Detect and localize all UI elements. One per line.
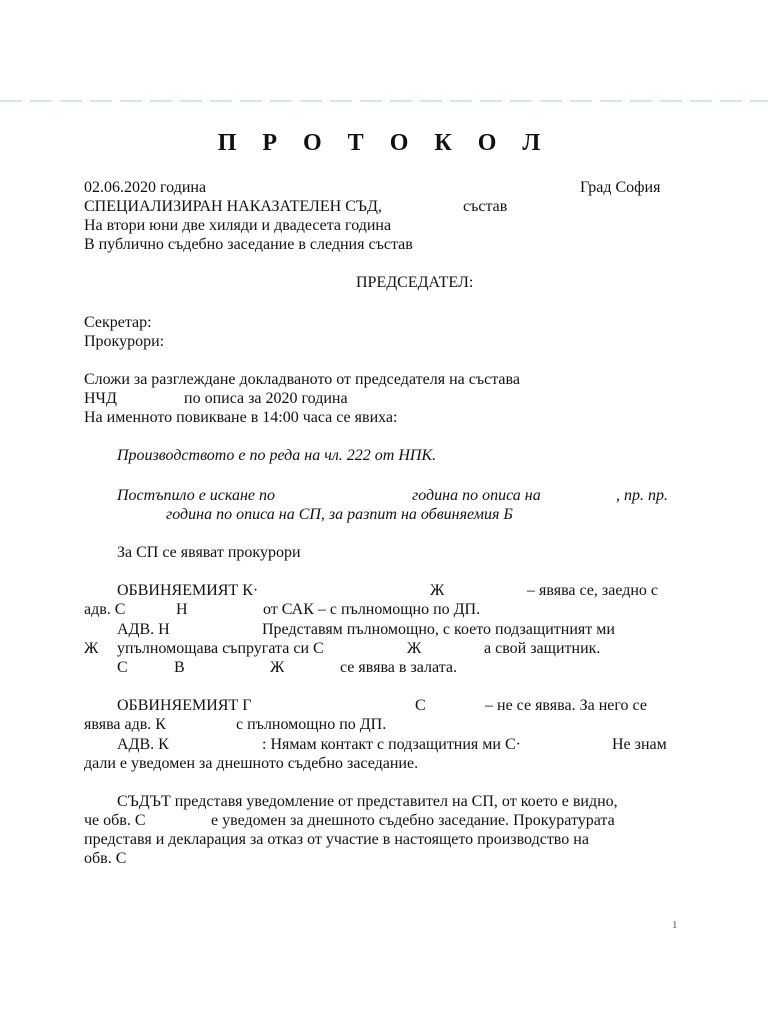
sp-line: За СП се явяват прокурори <box>117 544 301 561</box>
wife-line-c: Ж <box>270 659 285 676</box>
court-paragraph-line2-a: че обв. С <box>84 812 146 829</box>
accused1-tail: – явява се, заедно с <box>527 582 659 599</box>
case-inventory: по описа за 2020 година <box>184 390 348 407</box>
adv-n-label: АДВ. Н <box>117 621 170 638</box>
accused1-line2-a: адв. С <box>84 601 126 618</box>
court-paragraph-line4: обв. С <box>84 850 127 867</box>
court-suffix: състав <box>463 198 508 215</box>
adv-k-text-b: Не знам <box>612 736 667 753</box>
adv-n-line2-c: Ж <box>407 640 422 657</box>
adv-k-label: АДВ. К <box>117 736 169 753</box>
session-line: В публично съдебно заседание в следния състав <box>84 236 413 253</box>
page-number: 1 <box>672 919 678 931</box>
adv-n-line2-b: упълномощава съпругата си С <box>117 640 324 657</box>
procedure-line: Производството е по реда на чл. 222 от НПК. <box>117 447 437 464</box>
case-intro: Сложи за разглеждане докладваното от председателя на състава <box>84 371 520 388</box>
date-words: На втори юни две хиляди и двадесета година <box>84 217 392 234</box>
accused1-line2-c: от САК – с пълномощно по ДП. <box>263 601 481 618</box>
scan-artifact-line <box>0 100 768 102</box>
court-name: СПЕЦИАЛИЗИРАН НАКАЗАТЕЛЕН СЪД, <box>84 198 382 215</box>
court-paragraph-line1: СЪДЪТ представя уведомление от представител на СП, от което е видно, <box>117 793 618 810</box>
accused2-s: С <box>415 697 426 714</box>
case-ncd: НЧД <box>84 390 117 407</box>
wife-line-b: В <box>174 659 185 676</box>
adv-n-line2-a: Ж <box>84 640 99 657</box>
adv-n-text: Представям пълномощно, с което подзащитният ми <box>262 621 615 638</box>
adv-k-text-a: : Нямам контакт с подзащитния ми С· <box>262 736 521 753</box>
court-paragraph-line3: представя и декларация за отказ от участие в настоящето производство на <box>84 831 589 848</box>
court-paragraph-line2-b: е уведомен за днешното съдебно заседание. Прокуратурата <box>211 812 615 829</box>
accused2-tail: – не се явява. За него се <box>485 697 647 714</box>
wife-line-a: С <box>117 659 128 676</box>
accused2-line2-b: с пълномощно по ДП. <box>236 716 387 733</box>
request-part-c: , пр. пр. <box>616 487 668 504</box>
request-line-2: година по описа на СП, за разпит на обвиняемия Б <box>166 506 513 523</box>
adv-k-line2: дали е уведомен за днешното съдебно заседание. <box>84 755 419 772</box>
document-title: П Р О Т О К О Л <box>217 130 551 156</box>
request-part-b: година по описа на <box>412 487 541 504</box>
document-city: Град София <box>580 179 661 196</box>
adv-n-line2-d: а свой защитник. <box>484 640 601 657</box>
accused1-line2-b: Н <box>176 601 188 618</box>
wife-line-d: се явява в залата. <box>340 659 457 676</box>
chairman-label: ПРЕДСЕДАТЕЛ: <box>356 274 474 291</box>
request-part-a: Постъпило е искане по <box>117 487 276 504</box>
accused2-line2-a: явява адв. К <box>84 716 166 733</box>
document-date: 02.06.2020 година <box>84 179 207 196</box>
prosecutors-label: Прокурори: <box>84 333 165 350</box>
roll-call: На именното повикване в 14:00 часа се явиха: <box>84 409 398 426</box>
accused1-label: ОБВИНЯЕМИЯТ К· <box>117 582 259 599</box>
secretary-label: Секретар: <box>84 314 152 331</box>
accused1-zh: Ж <box>430 582 445 599</box>
accused2-label: ОБВИНЯЕМИЯТ Г <box>117 697 252 714</box>
